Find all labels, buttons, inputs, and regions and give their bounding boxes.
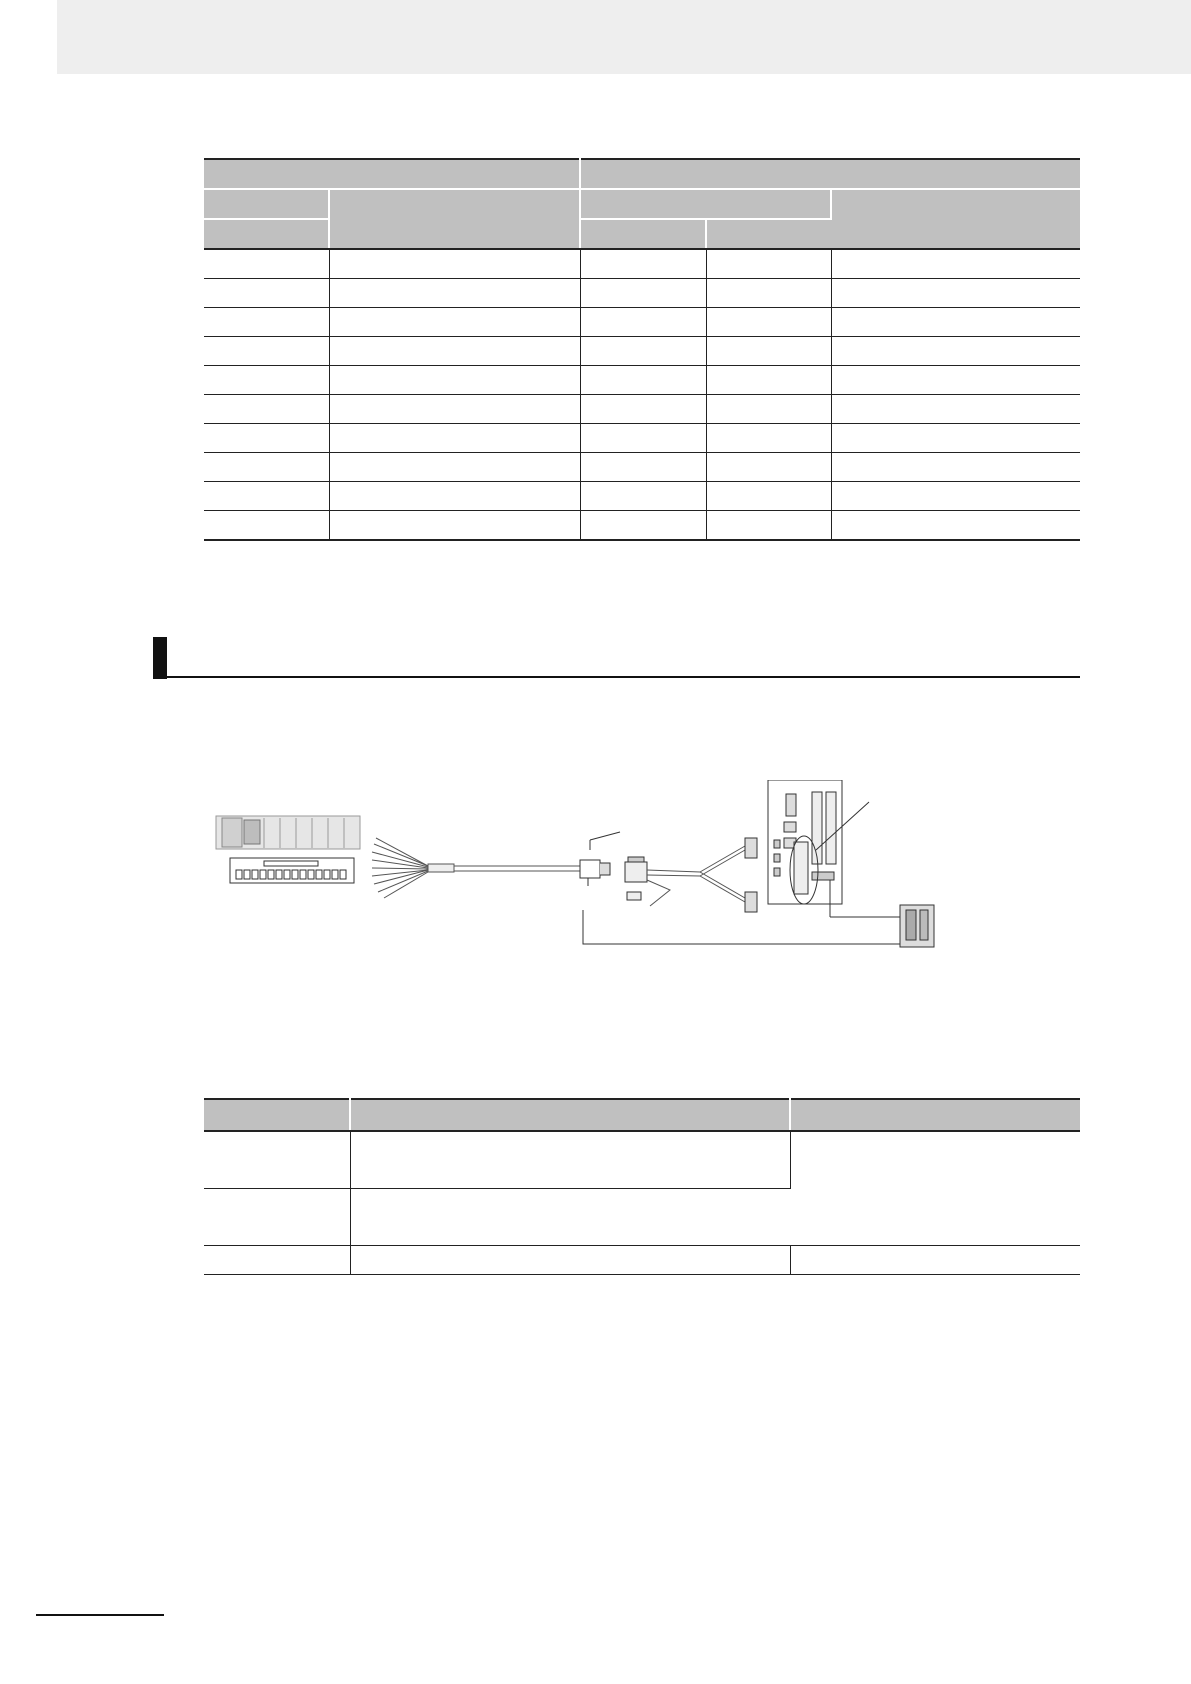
table-row [204,1131,1080,1189]
cell [329,249,580,279]
cell [706,453,831,482]
table-row [204,249,1080,279]
table-row [204,511,1080,541]
header-sub-f [580,219,706,249]
cell [580,395,706,424]
table-row [204,424,1080,453]
table-row [204,395,1080,424]
section-marker [153,637,167,679]
signal-table [204,158,1080,541]
cell [204,1246,350,1275]
header-right-group [580,159,1080,189]
cell [580,453,706,482]
cell [831,395,1080,424]
cell [204,482,329,511]
cell [329,453,580,482]
cell [831,453,1080,482]
cell [204,1131,350,1189]
footer-rule [36,1614,164,1616]
cell [706,337,831,366]
cell [329,337,580,366]
cell [831,424,1080,453]
cell [329,279,580,308]
power-supply-icon [900,905,934,947]
header-col-3 [790,1099,1080,1131]
cell [831,482,1080,511]
cell [706,279,831,308]
branch-cable-icon [647,838,757,912]
cell [706,395,831,424]
table-row [204,308,1080,337]
table-row [204,279,1080,308]
header-sub-b [329,189,580,249]
header-left-group [204,159,580,189]
cell [706,424,831,453]
cell [350,1131,790,1189]
cell [204,511,329,541]
cell [831,308,1080,337]
cell [790,1131,1080,1246]
header-sub-g [706,219,831,249]
header-col-2 [350,1099,790,1131]
cell [329,511,580,541]
cell [329,395,580,424]
cell [790,1246,1080,1275]
cell [831,279,1080,308]
header-col-1 [204,1099,350,1131]
cell [329,482,580,511]
connector-plug-icon [580,832,647,900]
cell [580,366,706,395]
cell [580,482,706,511]
cell [204,337,329,366]
table-row [204,453,1080,482]
cell [204,249,329,279]
header-sub-a [204,189,329,219]
cell [329,366,580,395]
controller-icon [768,780,900,917]
cell [204,453,329,482]
wiring-diagram [200,780,1020,970]
cell [204,366,329,395]
section-heading-rule [153,676,1080,678]
cell [706,482,831,511]
table-row [204,366,1080,395]
header-sub-c [580,189,831,219]
page-header-band [57,0,1191,74]
parts-table [204,1098,1080,1275]
cell [831,511,1080,541]
cell [350,1189,790,1246]
cell [204,424,329,453]
cell [204,395,329,424]
header-sub-e [204,219,329,249]
cell [580,249,706,279]
cell [831,366,1080,395]
cell [329,308,580,337]
cell [580,308,706,337]
cell [580,424,706,453]
table-row [204,482,1080,511]
cell [706,366,831,395]
table-row [204,1246,1080,1275]
cell [580,279,706,308]
terminal-block-icon [230,858,354,883]
cell [204,1189,350,1246]
cell [706,249,831,279]
plc-unit-icon [216,816,360,849]
cell [204,308,329,337]
cell [706,511,831,541]
cell [329,424,580,453]
cell [204,279,329,308]
cell [580,511,706,541]
header-sub-d [831,189,1080,249]
return-wire [583,910,900,944]
cell [831,249,1080,279]
cell [580,337,706,366]
cell [831,337,1080,366]
cell [350,1246,790,1275]
table-row [204,337,1080,366]
cell [706,308,831,337]
flying-lead-cable-icon [372,838,580,898]
